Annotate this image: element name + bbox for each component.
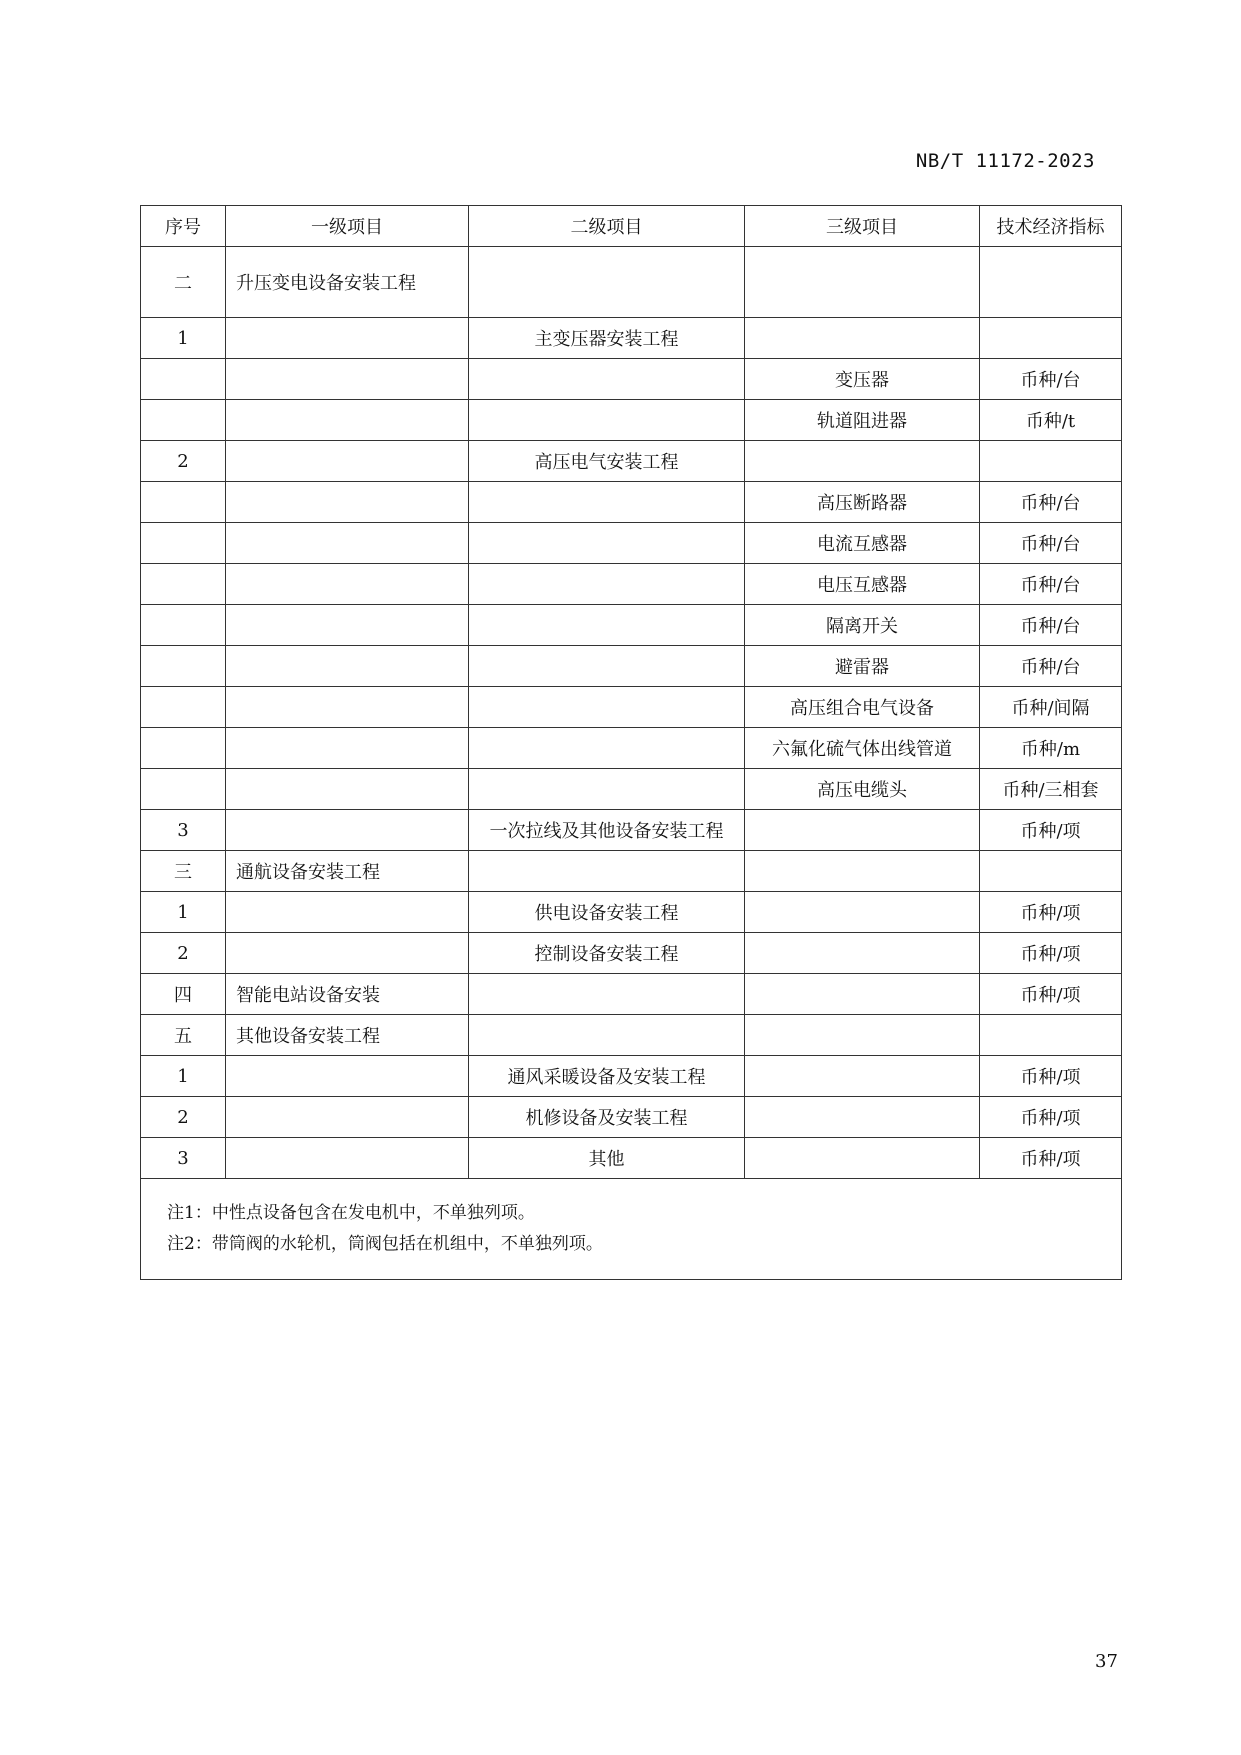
table-row	[141, 1015, 1122, 1056]
table-row	[141, 810, 1122, 851]
economic-indicator: 币种/台	[980, 523, 1122, 564]
level3-item: 轨道阻进器	[745, 400, 980, 441]
row-number: 三	[141, 851, 226, 892]
economic-indicator: 币种/m	[980, 728, 1122, 769]
level1-item	[226, 810, 469, 851]
note-2: 注2：带筒阀的水轮机，筒阀包括在机组中，不单独列项。	[167, 1234, 603, 1254]
row-number: 五	[141, 1015, 226, 1056]
row-number: 3	[141, 810, 226, 851]
level3-item: 电压互感器	[745, 564, 980, 605]
row-number: 1	[141, 318, 226, 359]
row-number: 2	[141, 441, 226, 482]
level3-item: 高压电缆头	[745, 769, 980, 810]
economic-indicator	[980, 851, 1122, 892]
row-number: 1	[141, 892, 226, 933]
level2-item	[469, 851, 745, 892]
level1-item	[226, 318, 469, 359]
cost-index-table	[140, 205, 1122, 1280]
row-number: 四	[141, 974, 226, 1015]
row-number: 2	[141, 1097, 226, 1138]
table-notes-row	[141, 1179, 1122, 1280]
level1-item: 通航设备安装工程	[226, 851, 469, 892]
level3-item	[745, 1056, 980, 1097]
row-number: 二	[141, 247, 226, 318]
column-header: 二级项目	[469, 206, 745, 247]
economic-indicator	[980, 1015, 1122, 1056]
table-row	[141, 564, 1122, 605]
level1-item	[226, 564, 469, 605]
row-number	[141, 564, 226, 605]
economic-indicator: 币种/项	[980, 810, 1122, 851]
level1-item	[226, 400, 469, 441]
note-1: 注1：中性点设备包含在发电机中，不单独列项。	[167, 1203, 535, 1223]
table-row	[141, 523, 1122, 564]
standard-code: NB/T 11172-2023	[915, 150, 1095, 172]
level1-item	[226, 1097, 469, 1138]
table-row	[141, 687, 1122, 728]
column-header: 序号	[141, 206, 226, 247]
level1-item	[226, 769, 469, 810]
page-number: 37	[1095, 1651, 1118, 1672]
economic-indicator	[980, 318, 1122, 359]
level1-item	[226, 605, 469, 646]
economic-indicator: 币种/t	[980, 400, 1122, 441]
level3-item	[745, 974, 980, 1015]
level2-item	[469, 728, 745, 769]
level2-item	[469, 646, 745, 687]
level3-item	[745, 851, 980, 892]
column-header: 一级项目	[226, 206, 469, 247]
level1-item	[226, 892, 469, 933]
economic-indicator: 币种/台	[980, 482, 1122, 523]
economic-indicator: 币种/台	[980, 605, 1122, 646]
table-row	[141, 933, 1122, 974]
level1-item	[226, 933, 469, 974]
row-number	[141, 728, 226, 769]
row-number	[141, 605, 226, 646]
level3-item	[745, 1138, 980, 1179]
economic-indicator	[980, 247, 1122, 318]
table-notes	[141, 1179, 1122, 1280]
level1-item	[226, 687, 469, 728]
table-row	[141, 605, 1122, 646]
level2-item: 机修设备及安装工程	[469, 1097, 745, 1138]
level1-item	[226, 646, 469, 687]
row-number	[141, 523, 226, 564]
level2-item	[469, 482, 745, 523]
level2-item: 其他	[469, 1138, 745, 1179]
row-number: 3	[141, 1138, 226, 1179]
economic-indicator: 币种/三相套	[980, 769, 1122, 810]
economic-indicator: 币种/台	[980, 359, 1122, 400]
table-row	[141, 1056, 1122, 1097]
level1-item	[226, 523, 469, 564]
level1-item	[226, 1138, 469, 1179]
level1-item: 升压变电设备安装工程	[226, 247, 469, 318]
level2-item	[469, 605, 745, 646]
economic-indicator: 币种/台	[980, 646, 1122, 687]
level2-item	[469, 974, 745, 1015]
table-row	[141, 892, 1122, 933]
economic-indicator: 币种/间隔	[980, 687, 1122, 728]
table-row	[141, 247, 1122, 318]
economic-indicator	[980, 441, 1122, 482]
economic-indicator: 币种/项	[980, 1056, 1122, 1097]
table-row	[141, 482, 1122, 523]
level3-item	[745, 441, 980, 482]
level3-item	[745, 810, 980, 851]
economic-indicator: 币种/项	[980, 1097, 1122, 1138]
level3-item	[745, 933, 980, 974]
table-header-row	[141, 206, 1122, 247]
level1-item	[226, 441, 469, 482]
level3-item: 高压组合电气设备	[745, 687, 980, 728]
row-number: 2	[141, 933, 226, 974]
economic-indicator: 币种/项	[980, 892, 1122, 933]
row-number	[141, 646, 226, 687]
table-row	[141, 851, 1122, 892]
level3-item	[745, 1097, 980, 1138]
level2-item: 通风采暖设备及安装工程	[469, 1056, 745, 1097]
level3-item: 隔离开关	[745, 605, 980, 646]
level2-item: 供电设备安装工程	[469, 892, 745, 933]
table-row	[141, 441, 1122, 482]
row-number	[141, 687, 226, 728]
level1-item	[226, 482, 469, 523]
level3-item: 电流互感器	[745, 523, 980, 564]
level2-item: 主变压器安装工程	[469, 318, 745, 359]
table-row	[141, 318, 1122, 359]
table-row	[141, 728, 1122, 769]
column-header: 三级项目	[745, 206, 980, 247]
economic-indicator: 币种/项	[980, 933, 1122, 974]
level2-item	[469, 687, 745, 728]
level3-item	[745, 892, 980, 933]
level1-item	[226, 728, 469, 769]
row-number	[141, 482, 226, 523]
level2-item	[469, 400, 745, 441]
row-number	[141, 400, 226, 441]
level2-item: 一次拉线及其他设备安装工程	[469, 810, 745, 851]
table-row	[141, 974, 1122, 1015]
level2-item: 高压电气安装工程	[469, 441, 745, 482]
level2-item	[469, 359, 745, 400]
economic-indicator: 币种/项	[980, 1138, 1122, 1179]
level2-item	[469, 564, 745, 605]
table-row	[141, 400, 1122, 441]
level3-item: 避雷器	[745, 646, 980, 687]
economic-indicator: 币种/台	[980, 564, 1122, 605]
row-number	[141, 359, 226, 400]
level2-item: 控制设备安装工程	[469, 933, 745, 974]
table-row	[141, 1138, 1122, 1179]
level1-item: 智能电站设备安装	[226, 974, 469, 1015]
table-row	[141, 769, 1122, 810]
level2-item	[469, 523, 745, 564]
level3-item	[745, 1015, 980, 1056]
level1-item	[226, 1056, 469, 1097]
level2-item	[469, 769, 745, 810]
level3-item	[745, 318, 980, 359]
row-number: 1	[141, 1056, 226, 1097]
level3-item: 高压断路器	[745, 482, 980, 523]
level3-item: 六氟化硫气体出线管道	[745, 728, 980, 769]
level2-item	[469, 247, 745, 318]
level1-item	[226, 359, 469, 400]
level3-item: 变压器	[745, 359, 980, 400]
row-number	[141, 769, 226, 810]
level3-item	[745, 247, 980, 318]
table-row	[141, 359, 1122, 400]
economic-indicator: 币种/项	[980, 974, 1122, 1015]
column-header: 技术经济指标	[980, 206, 1122, 247]
table-row	[141, 1097, 1122, 1138]
level2-item	[469, 1015, 745, 1056]
table-row	[141, 646, 1122, 687]
level1-item: 其他设备安装工程	[226, 1015, 469, 1056]
